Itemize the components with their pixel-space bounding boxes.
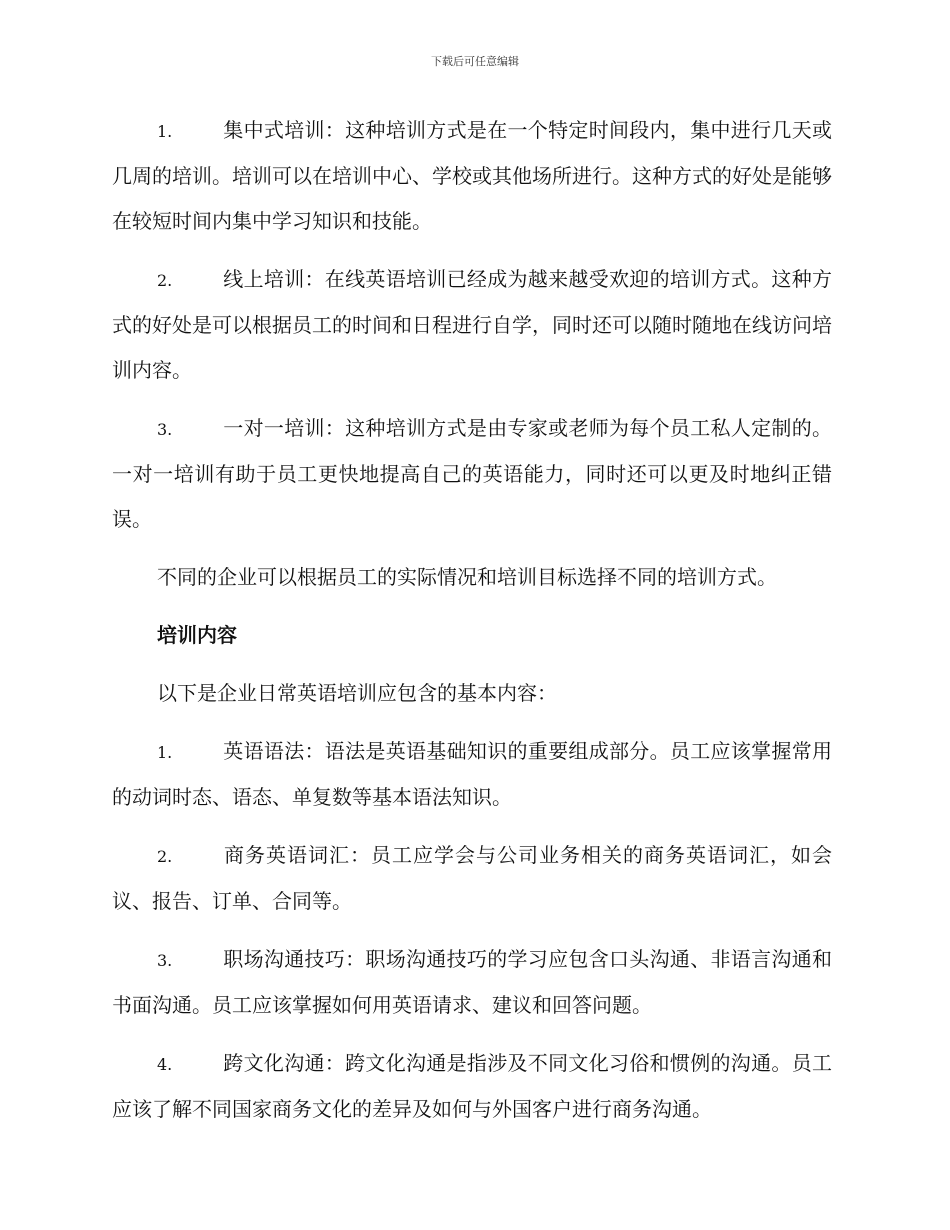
list-item	[112, 1041, 832, 1132]
list-text: 商务英语词汇：员工应学会与公司业务相关的商务英语词汇，如会议、报告、订单、合同等。	[112, 843, 832, 913]
list-number: 4.	[157, 1055, 173, 1074]
list-item	[112, 108, 832, 244]
list-number: 3.	[157, 420, 173, 439]
list-number: 2.	[157, 847, 173, 866]
list-item	[112, 406, 832, 542]
list-number: 1.	[157, 122, 173, 141]
summary-paragraph: 不同的企业可以根据员工的实际情况和培训目标选择不同的培训方式。	[157, 565, 777, 589]
list-item	[112, 937, 832, 1028]
document-body	[112, 108, 832, 1145]
list-number: 1.	[157, 743, 173, 762]
intro-paragraph: 以下是企业日常英语培训应包含的基本内容：	[157, 681, 557, 705]
list-number: 2.	[157, 271, 173, 290]
list-text: 线上培训：在线英语培训已经成为越来越受欢迎的培训方式。这种方式的好处是可以根据员工的时间和日程进行自学，同时还可以随时随地在线访问培训内容。	[112, 267, 832, 382]
list-text: 一对一培训：这种培训方式是由专家或老师为每个员工私人定制的。一对一培训有助于员工更快地提高自己的英语能力，同时还可以更及时地纠正错误。	[112, 416, 832, 531]
list-item	[112, 833, 832, 924]
list-text: 英语语法：语法是英语基础知识的重要组成部分。员工应该掌握常用的动词时态、语态、单复数等基本语法知识。	[112, 739, 832, 809]
list-text: 集中式培训：这种培训方式是在一个特定时间段内，集中进行几天或几周的培训。培训可以在培训中心、学校或其他场所进行。这种方式的好处是能够在较短时间内集中学习知识和技能。	[112, 118, 832, 233]
page-header: 下载后可任意编辑	[431, 55, 519, 68]
list-text: 跨文化沟通：跨文化沟通是指涉及不同文化习俗和惯例的沟通。员工应该了解不同国家商务文化的差异及如何与外国客户进行商务沟通。	[112, 1051, 832, 1121]
list-text: 职场沟通技巧：职场沟通技巧的学习应包含口头沟通、非语言沟通和书面沟通。员工应该掌握如何用英语请求、建议和回答问题。	[112, 947, 832, 1017]
section-heading: 培训内容	[157, 623, 237, 647]
list-item	[112, 729, 832, 820]
list-item	[112, 257, 832, 393]
list-number: 3.	[157, 951, 173, 970]
